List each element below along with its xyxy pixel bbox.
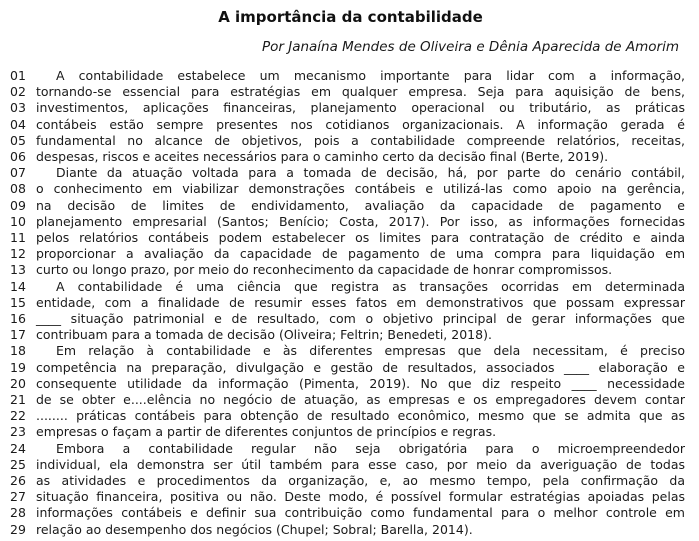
- line-number: 14: [10, 278, 26, 294]
- line-text: pelos relatórios contábeis podem estabelecer os limites para contratação de crédito e ainda: [36, 230, 685, 246]
- line-text: contribuam para a tomada de decisão (Oliveira; Feltrin; Benedeti, 2018).: [36, 327, 492, 343]
- line-text: na decisão de limites de endividamento, avaliação da capacidade de pagamento e: [36, 197, 685, 213]
- document-byline: Por Janaína Mendes de Oliveira e Dênia Aparecida de Amorim: [261, 39, 679, 55]
- line-number: 16: [10, 311, 26, 327]
- text-line: [10, 327, 691, 343]
- line-text: empresas o façam a partir de diferentes conjuntos de princípios e regras.: [36, 424, 497, 440]
- line-number: 28: [10, 505, 26, 521]
- document-title: A importância da contabilidade: [218, 8, 483, 26]
- line-text: contábeis estão sempre presentes nos cotidianos organizacionais. A informação gerada é: [36, 116, 685, 132]
- text-line: [10, 522, 691, 538]
- line-number: 19: [10, 359, 26, 375]
- text-line: [10, 408, 691, 424]
- text-line: [10, 505, 691, 521]
- text-line: [10, 165, 691, 181]
- line-number: 09: [10, 197, 26, 213]
- line-number: 26: [10, 473, 26, 489]
- text-line: [10, 424, 691, 440]
- line-number: 11: [10, 230, 26, 246]
- line-text: curto ou longo prazo, por meio do reconhecimento da capacidade de honrar compromissos.: [36, 262, 613, 278]
- text-line: [10, 343, 691, 359]
- line-number: 12: [10, 246, 26, 262]
- line-text: consequente utilidade da informação (Pimenta, 2019). No que diz respeito ____ necessidade: [36, 375, 685, 391]
- line-text: individual, ela demonstra ser útil também para esse caso, por meio da averiguação de todas: [36, 456, 685, 472]
- line-text: informações contábeis e definir sua contribuição como fundamental para o melhor controle em: [36, 505, 685, 521]
- line-number: 18: [10, 343, 26, 359]
- line-text: as atividades e procedimentos da organização, e, ao mesmo tempo, pela confirmação da: [36, 473, 685, 489]
- line-number: 23: [10, 424, 26, 440]
- text-line: [10, 230, 691, 246]
- text-line: [10, 149, 691, 165]
- line-text: despesas, riscos e aceites necessários para o caminho certo da decisão final (Berte, 2019).: [36, 149, 609, 165]
- line-number: 02: [10, 84, 26, 100]
- text-line: [10, 117, 691, 133]
- line-text: Em relação à contabilidade e às diferentes empresas que dela necessitam, é preciso: [56, 343, 685, 359]
- line-text: fundamental no alcance de objetivos, pois a contabilidade compreende relatórios, receitas,: [36, 132, 685, 148]
- text-line: [10, 100, 691, 116]
- line-text: Diante da atuação voltada para a tomada de decisão, há, por parte do cenário contábil,: [56, 165, 685, 181]
- line-number: 04: [10, 116, 26, 132]
- line-text: investimentos, aplicações financeiras, planejamento operacional ou tributário, as práticas: [36, 100, 685, 116]
- line-text: A contabilidade estabelece um mecanismo importante para lidar com a informação,: [56, 68, 685, 83]
- text-line: [10, 489, 691, 505]
- text-line: [10, 133, 691, 149]
- line-number: 13: [10, 262, 26, 278]
- line-number: 17: [10, 327, 26, 343]
- line-text: ____ situação patrimonial e de resultado, com o objetivo principal de gerar informações que: [36, 311, 685, 327]
- line-number: 22: [10, 408, 26, 424]
- line-number: 15: [10, 294, 26, 310]
- line-number: 07: [10, 165, 26, 181]
- text-line: [10, 198, 691, 214]
- line-number: 05: [10, 132, 26, 148]
- line-number: 25: [10, 456, 26, 472]
- text-line: [10, 262, 691, 278]
- line-text: ........ práticas contábeis para obtenção de resultado econômico, mesmo que se admita que as: [36, 408, 685, 424]
- line-text: de se obter e....elência no negócio de atuação, as empresas e os empregadores devem contar: [36, 392, 685, 408]
- text-line: [10, 181, 691, 197]
- line-text: situação financeira, positiva ou não. Deste modo, é possível formular estratégias apoiadas pelas: [36, 489, 685, 505]
- line-number: 08: [10, 181, 26, 197]
- line-number: 24: [10, 440, 26, 456]
- line-text: entidade, com a finalidade de resumir esses fatos em demonstrativos que possam expressar: [36, 294, 685, 310]
- line-number: 03: [10, 100, 26, 116]
- text-line: [10, 68, 691, 84]
- line-text: planejamento empresarial (Santos; Benício; Costa, 2017). Por isso, as informações fornecidas: [36, 213, 685, 229]
- text-line: [10, 473, 691, 489]
- line-text: Embora a contabilidade regular não seja obrigatória para o microempreendedor: [56, 440, 685, 456]
- text-line: [10, 311, 691, 327]
- text-line: [10, 392, 691, 408]
- line-number: 29: [10, 521, 26, 537]
- text-line: [10, 84, 691, 100]
- text-line: [10, 376, 691, 392]
- text-line: [10, 295, 691, 311]
- text-line: [10, 457, 691, 473]
- line-text: A contabilidade é uma ciência que registra as transações ocorridas em determinada: [56, 278, 685, 294]
- text-line: [10, 360, 691, 376]
- line-number: 10: [10, 213, 26, 229]
- line-text: proporcionar a avaliação da capacidade de pagamento de uma compra para liquidação em: [36, 246, 685, 262]
- line-text: competência na preparação, divulgação e gestão de resultados, associados ____ elaboração e: [36, 359, 685, 375]
- document-body: [10, 68, 691, 538]
- line-number: 01: [10, 68, 26, 83]
- line-number: 20: [10, 375, 26, 391]
- line-text: o conhecimento em viabilizar demonstrações contábeis e utilizá-las como apoio na gerência,: [36, 181, 685, 197]
- line-text: tornando-se essencial para estratégias em qualquer empresa. Seja para aquisição de bens,: [36, 84, 685, 100]
- text-line: [10, 214, 691, 230]
- text-line: [10, 441, 691, 457]
- line-number: 27: [10, 489, 26, 505]
- line-number: 06: [10, 149, 26, 165]
- text-line: [10, 279, 691, 295]
- text-line: [10, 246, 691, 262]
- line-number: 21: [10, 392, 26, 408]
- line-text: relação ao desempenho dos negócios (Chupel; Sobral; Barella, 2014).: [36, 521, 473, 537]
